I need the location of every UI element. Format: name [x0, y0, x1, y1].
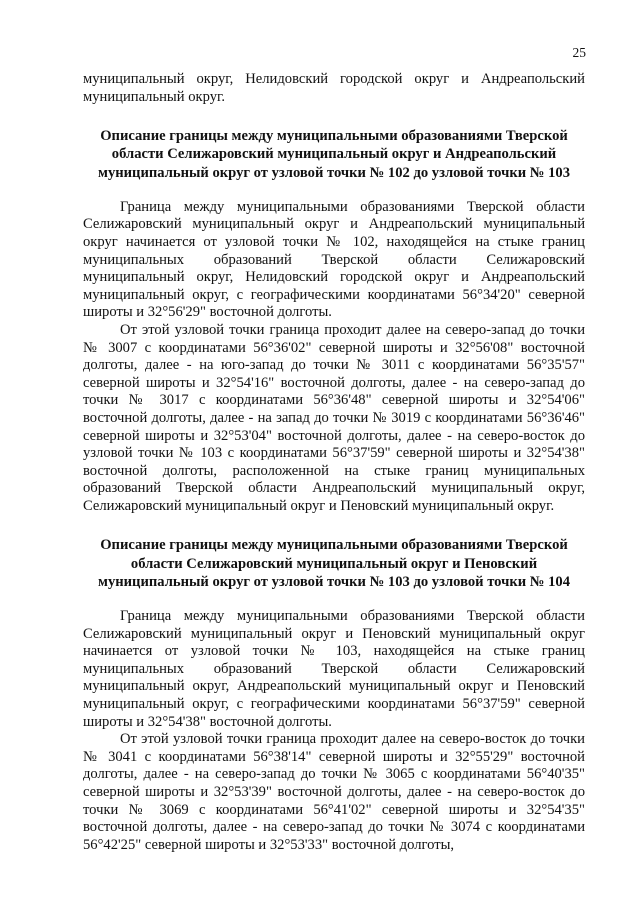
section-2-paragraph-2: От этой узловой точки граница проходит далее на северо-восток до точки № 3041 с координатами 56°38'14" северной широты и 32°55'29" восточной долготы, далее - на северо-запад до точки № 3065 с координатами 56°40'35" северной широты и 32°53'39" восточной долготы, далее - на северо-восток до точки № 3069 с координатами 56°41'02" северной широты и 32°54'35" восточной долготы, далее - на северо-запад до точки № 3074 с координатами 56°42'25" северной широты и 32°53'33" восточной долготы, — [83, 731, 585, 853]
section-1-paragraph-1: Граница между муниципальными образованиями Тверской области Селижаровский муниципальный округ и Андреапольский муниципальный округ начинается от узловой точки № 102, находящейся на стыке границ муниципальных образований Тверской области Селижаровский муниципальный округ, Нелидовский городской округ и Андреапольский муниципальный округ, с географическими координатами 56°34'20" северной широты и 32°56'29" восточной долготы. — [83, 198, 585, 321]
document-body — [83, 71, 585, 854]
intro-paragraph: муниципальный округ, Нелидовский городской округ и Андреапольский муниципальный округ. — [83, 71, 585, 105]
section-heading-2: Описание границы между муниципальными образованиями Тверской области Селижаровский муниципальный округ и Пеновский муниципальный округ от узловой точки № 103 до узловой точки № 104 — [98, 537, 570, 590]
page-number: 25 — [572, 45, 586, 60]
section-heading-1: Описание границы между муниципальными образованиями Тверской области Селижаровский муниципальный округ и Андреапольский муниципальный округ от узловой точки № 102 до узловой точки № 103 — [98, 128, 570, 181]
section-2-paragraph-1: Граница между муниципальными образованиями Тверской области Селижаровский муниципальный округ и Пеновский муниципальный округ начинается от узловой точки № 103, находящейся на стыке границ муниципальных образований Тверской области Селижаровский муниципальный округ, Андреапольский муниципальный округ и Пеновский муниципальный округ, с географическими координатами 56°37'59" северной широты и 32°54'38" восточной долготы. — [83, 608, 585, 730]
section-1-paragraph-2: От этой узловой точки граница проходит далее на северо-запад до точки № 3007 с координатами 56°36'02" северной широты и 32°56'08" восточной долготы, далее - на юго-запад до точки № 3011 с координатами 56°35'57" северной широты и 32°54'16" восточной долготы, далее - на северо-запад до точки № 3017 с координатами 56°36'48" северной широты и 32°54'06" восточной долготы, далее - на запад до точки № 3019 с координатами 56°36'46" северной широты и 32°53'04" восточной долготы, далее - на северо-восток до узловой точки № 103 с координатами 56°37'59" северной широты и 32°54'38" восточной долготы, расположенной на стыке границ муниципальных образований Тверской области Андреапольский муниципальный округ, Селижаровский муниципальный округ и Пеновский муниципальный округ. — [83, 321, 585, 514]
